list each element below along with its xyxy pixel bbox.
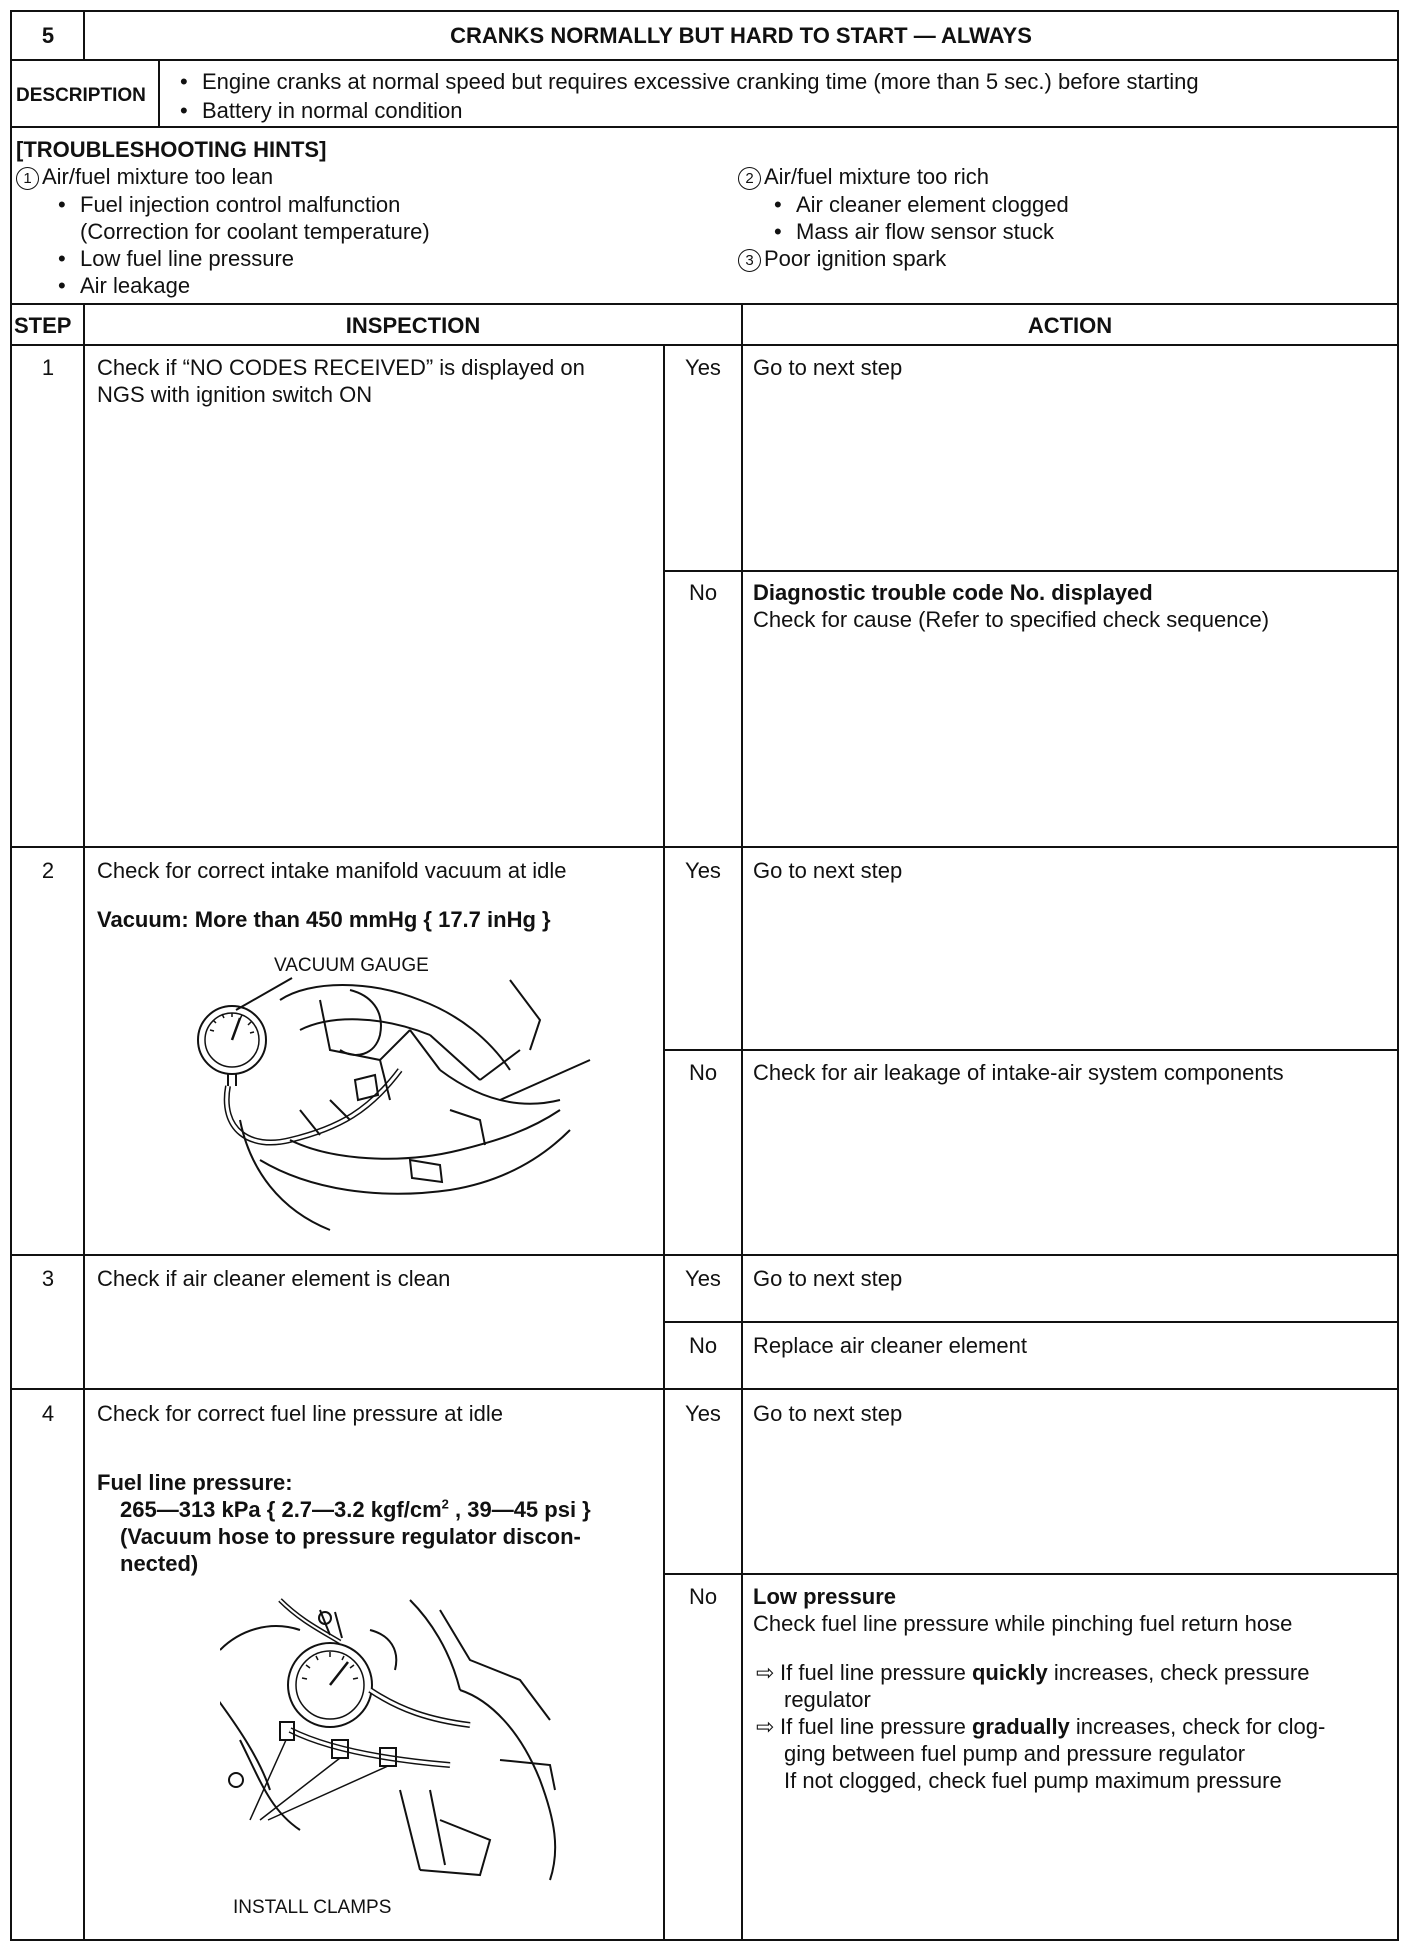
figure-label: VACUUM GAUGE xyxy=(274,955,429,976)
no-action-title: Low pressure xyxy=(753,1584,897,1609)
fuel-pressure-gauge-illustration xyxy=(220,1590,600,1890)
rule-column-head xyxy=(10,344,1399,346)
hint-number-badge: 2 xyxy=(738,167,761,190)
step-inspection: Check for correct intake manifold vacuum at idle xyxy=(97,858,567,883)
rule-step1-end xyxy=(10,846,1399,848)
step-spec: Vacuum: More than 450 mmHg { 17.7 inHg } xyxy=(97,907,551,932)
frame-bottom xyxy=(10,1939,1399,1941)
yes-label: Yes xyxy=(685,1401,721,1426)
hint-number-badge: 1 xyxy=(16,167,39,190)
hint-3: 3 Poor ignition spark xyxy=(738,245,946,272)
procedure-title: CRANKS NORMALLY BUT HARD TO START — ALWAYS xyxy=(450,23,1032,48)
hint-1-sub: (Correction for coolant temperature) xyxy=(80,219,430,244)
arrow-right-icon: ⇨ xyxy=(756,1714,775,1739)
figure-label: INSTALL CLAMPS xyxy=(233,1897,392,1918)
hints-title: [TROUBLESHOOTING HINTS] xyxy=(16,137,327,162)
no-action-title: Diagnostic trouble code No. displayed xyxy=(753,580,1153,605)
hint-2-sub: • Mass air flow sensor stuck xyxy=(796,218,1054,245)
rule-step3-end xyxy=(10,1388,1399,1390)
hint-1-sub: • Fuel injection control malfunction xyxy=(80,191,400,218)
yes-label: Yes xyxy=(685,1266,721,1291)
action-bullet: ⇨ If fuel line pressure gradually increases, check for clog- xyxy=(756,1714,1326,1739)
hint-1-sub: • Air leakage xyxy=(80,272,190,299)
no-action: Check for air leakage of intake-air system components xyxy=(753,1060,1284,1085)
yes-action: Go to next step xyxy=(753,1401,903,1426)
column-step: STEP xyxy=(14,313,72,338)
hint-2-sub: • Air cleaner element clogged xyxy=(796,191,1069,218)
yes-action: Go to next step xyxy=(753,355,903,380)
rule-description xyxy=(10,126,1399,128)
frame-top xyxy=(10,10,1399,12)
vacuum-gauge-illustration xyxy=(180,960,600,1240)
step-number: 2 xyxy=(41,858,55,883)
rule-header xyxy=(10,59,1399,61)
action-bullet-cont: If not clogged, check fuel pump maximum pressure xyxy=(784,1768,1282,1793)
step-inspection: Check for correct fuel line pressure at idle xyxy=(97,1401,503,1426)
hint-number-badge: 3 xyxy=(738,249,761,272)
step-number: 1 xyxy=(41,355,55,380)
rule-col-step xyxy=(83,304,85,1940)
description-item: • Engine cranks at normal speed but requires excessive cranking time (more than 5 sec.) before starting xyxy=(202,68,1199,95)
no-label: No xyxy=(688,1584,718,1609)
column-inspection: INSPECTION xyxy=(345,313,481,338)
description-item: • Battery in normal condition xyxy=(202,97,462,124)
step-inspection: NGS with ignition switch ON xyxy=(97,382,373,407)
step-spec-value: 265—313 kPa { 2.7—3.2 kgf/$cm^2$ , 39—45 psi } xyxy=(120,1496,591,1522)
yes-action: Go to next step xyxy=(753,1266,903,1291)
action-bullet-cont: regulator xyxy=(784,1687,871,1712)
rule-step2-yesno xyxy=(663,1049,1399,1051)
hint-1: 1 Air/fuel mixture too lean xyxy=(16,163,273,190)
step-spec-title: Fuel line pressure: xyxy=(97,1470,293,1495)
yes-action: Go to next step xyxy=(753,858,903,883)
no-action: Check fuel line pressure while pinching fuel return hose xyxy=(753,1611,1293,1636)
step-number: 3 xyxy=(41,1266,55,1291)
step-inspection: Check if air cleaner element is clean xyxy=(97,1266,451,1291)
step-inspection: Check if “NO CODES RECEIVED” is displayed on xyxy=(97,355,585,380)
arrow-right-icon: ⇨ xyxy=(756,1660,775,1685)
frame-left xyxy=(10,10,12,1941)
no-action: Check for cause (Refer to specified check sequence) xyxy=(753,607,1270,632)
action-bullet: ⇨ If fuel line pressure quickly increases, check pressure xyxy=(756,1660,1310,1685)
step-number: 4 xyxy=(41,1401,55,1426)
rule-step3-yesno xyxy=(663,1321,1399,1323)
step-spec-note: nected) xyxy=(120,1551,199,1576)
yes-label: Yes xyxy=(685,858,721,883)
hint-1-sub: • Low fuel line pressure xyxy=(80,245,294,272)
rule-step1-yesno xyxy=(663,570,1399,572)
action-bullet-cont: ging between fuel pump and pressure regulator xyxy=(784,1741,1246,1766)
rule-hints xyxy=(10,303,1399,305)
rule-description-divider xyxy=(158,60,160,127)
rule-col-action xyxy=(741,304,743,1940)
no-label: No xyxy=(688,1060,718,1085)
rule-step4-yesno xyxy=(663,1573,1399,1575)
no-action: Replace air cleaner element xyxy=(753,1333,1027,1358)
frame-right xyxy=(1397,10,1399,1941)
procedure-number: 5 xyxy=(41,23,55,48)
no-label: No xyxy=(688,580,718,605)
yes-label: Yes xyxy=(685,355,721,380)
step-spec-note: (Vacuum hose to pressure regulator discon- xyxy=(120,1524,581,1549)
rule-step2-end xyxy=(10,1254,1399,1256)
description-label: DESCRIPTION xyxy=(16,85,146,106)
column-action: ACTION xyxy=(1027,313,1113,338)
hint-2: 2 Air/fuel mixture too rich xyxy=(738,163,989,190)
no-label: No xyxy=(688,1333,718,1358)
